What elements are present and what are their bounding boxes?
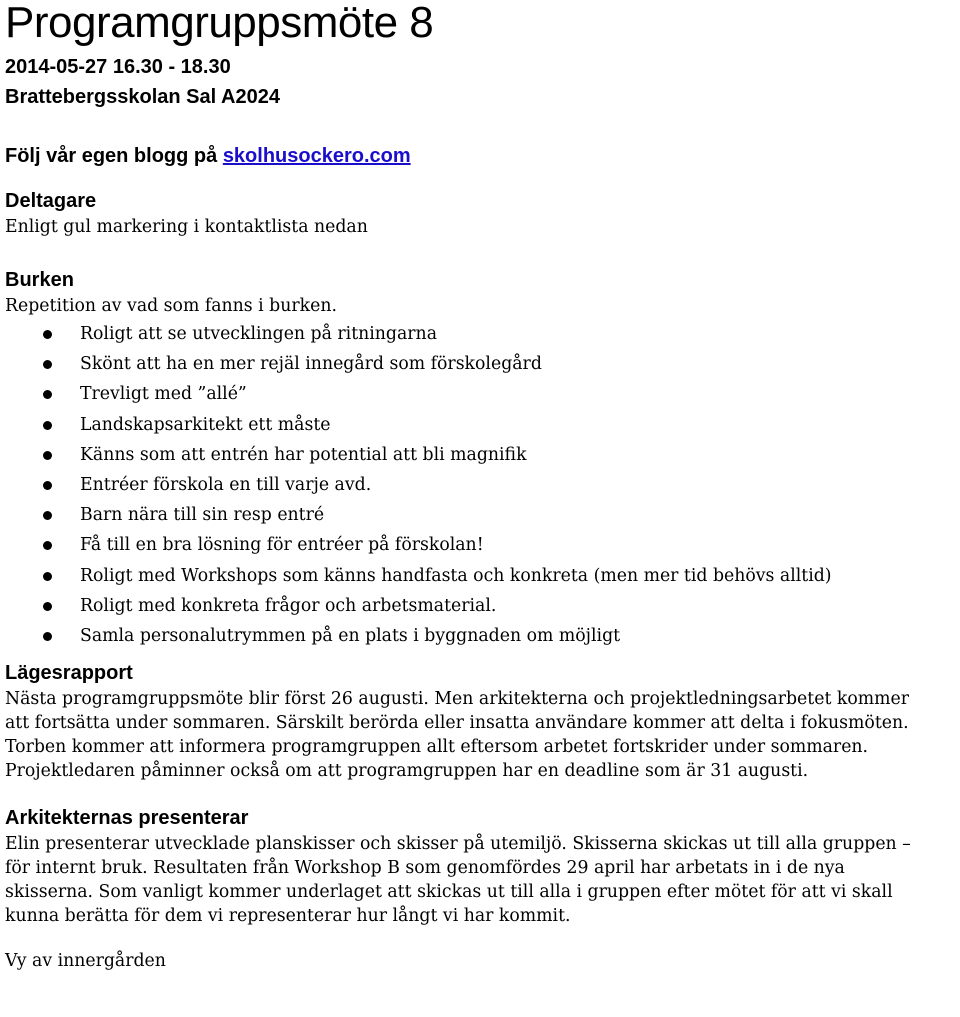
bullet-icon [43, 511, 52, 520]
bullet-icon [43, 572, 52, 581]
list-item-text: Trevligt med ”allé” [80, 384, 247, 405]
bullet-icon [43, 390, 52, 399]
page-title: Programgruppsmöte 8 [5, 0, 434, 47]
list-item [5, 561, 960, 591]
burken-intro: Repetition av vad som fanns i burken. [5, 296, 337, 316]
document [5, 0, 960, 973]
list-item [5, 470, 960, 500]
deltagare-text: Enligt gul markering i kontaktlista nedan [5, 217, 368, 237]
vy-caption: Vy av innergården [5, 951, 166, 972]
list-item-text: Barn nära till sin resp entré [80, 505, 325, 526]
bullet-icon [43, 330, 52, 339]
bullet-icon [43, 360, 52, 369]
list-item-text: Känns som att entrén har potential att bli magnifik [80, 444, 527, 465]
section-burken [5, 266, 960, 651]
lagesrapport-line: Projektledaren påminner också om att programgruppen har en deadline som är 31 augusti. [5, 761, 809, 782]
blog-link[interactable]: skolhusockero.com [222, 145, 411, 167]
burken-heading: Burken [5, 269, 74, 291]
list-item [5, 319, 960, 349]
list-item [5, 349, 960, 379]
list-item-text: Få till en bra lösning för entréer på förskolan! [80, 535, 484, 556]
lagesrapport-line: Nästa programgruppsmöte blir först 26 augusti. Men arkitekterna och projektledningsarbetet kommer [5, 689, 910, 710]
lagesrapport-line: att fortsätta under sommaren. Särskilt berörda eller insatta användare kommer att delta i fokusmöten. [5, 713, 909, 734]
arkitekterna-line: kunna berätta för dem vi representerar hur långt vi har kommit. [5, 906, 571, 927]
meeting-location: Brattebergsskolan Sal A2024 [5, 86, 280, 108]
list-item [5, 410, 960, 440]
arkitekterna-heading: Arkitekternas presenterar [5, 807, 249, 830]
list-item-text: Roligt med konkreta frågor och arbetsmaterial. [80, 595, 497, 616]
burken-list [5, 319, 960, 651]
meeting-datetime: 2014-05-27 16.30 - 18.30 [5, 56, 231, 78]
bullet-icon [43, 602, 52, 611]
section-deltagare [5, 187, 960, 239]
list-item-text: Skönt att ha en mer rejäl innegård som förskolegård [80, 354, 542, 375]
lagesrapport-heading: Lägesrapport [5, 662, 133, 685]
section-lagesrapport [5, 659, 960, 783]
arkitekterna-line: Elin presenterar utvecklade planskisser och skisser på utemiljö. Skisserna skickas ut till alla gruppen – [5, 834, 911, 855]
list-item [5, 621, 960, 651]
list-item-text: Entréer förskola en till varje avd. [80, 475, 372, 496]
deltagare-heading: Deltagare [5, 190, 97, 212]
arkitekterna-line: för internt bruk. Resultaten från Workshop B som genomfördes 29 april har arbetats in i de nya [5, 858, 845, 879]
section-arkitekterna [5, 804, 960, 928]
list-item-text: Roligt med Workshops som känns handfasta och konkreta (men mer tid behövs alltid) [80, 565, 832, 586]
list-item [5, 500, 960, 530]
list-item [5, 591, 960, 621]
bullet-icon [43, 451, 52, 460]
list-item-text: Samla personalutrymmen på en plats i byggnaden om möjligt [80, 626, 621, 647]
list-item-text: Roligt att se utvecklingen på ritningarna [80, 324, 437, 344]
list-item [5, 379, 960, 409]
list-item [5, 440, 960, 470]
bullet-icon [43, 541, 52, 550]
blog-prefix: Följ vår egen blogg på [5, 145, 223, 167]
list-item [5, 530, 960, 560]
list-item-text: Landskapsarkitekt ett måste [80, 414, 331, 435]
blog-line [5, 141, 960, 171]
lagesrapport-line: Torben kommer att informera programgruppen allt eftersom arbetet fortskrider under sommaren. [5, 737, 869, 758]
arkitekterna-line: skisserna. Som vanligt kommer underlaget att skickas ut till alla i gruppen efter mötet för att vi skall [5, 882, 893, 903]
bullet-icon [43, 421, 52, 430]
bullet-icon [43, 481, 52, 490]
bullet-icon [43, 632, 52, 641]
